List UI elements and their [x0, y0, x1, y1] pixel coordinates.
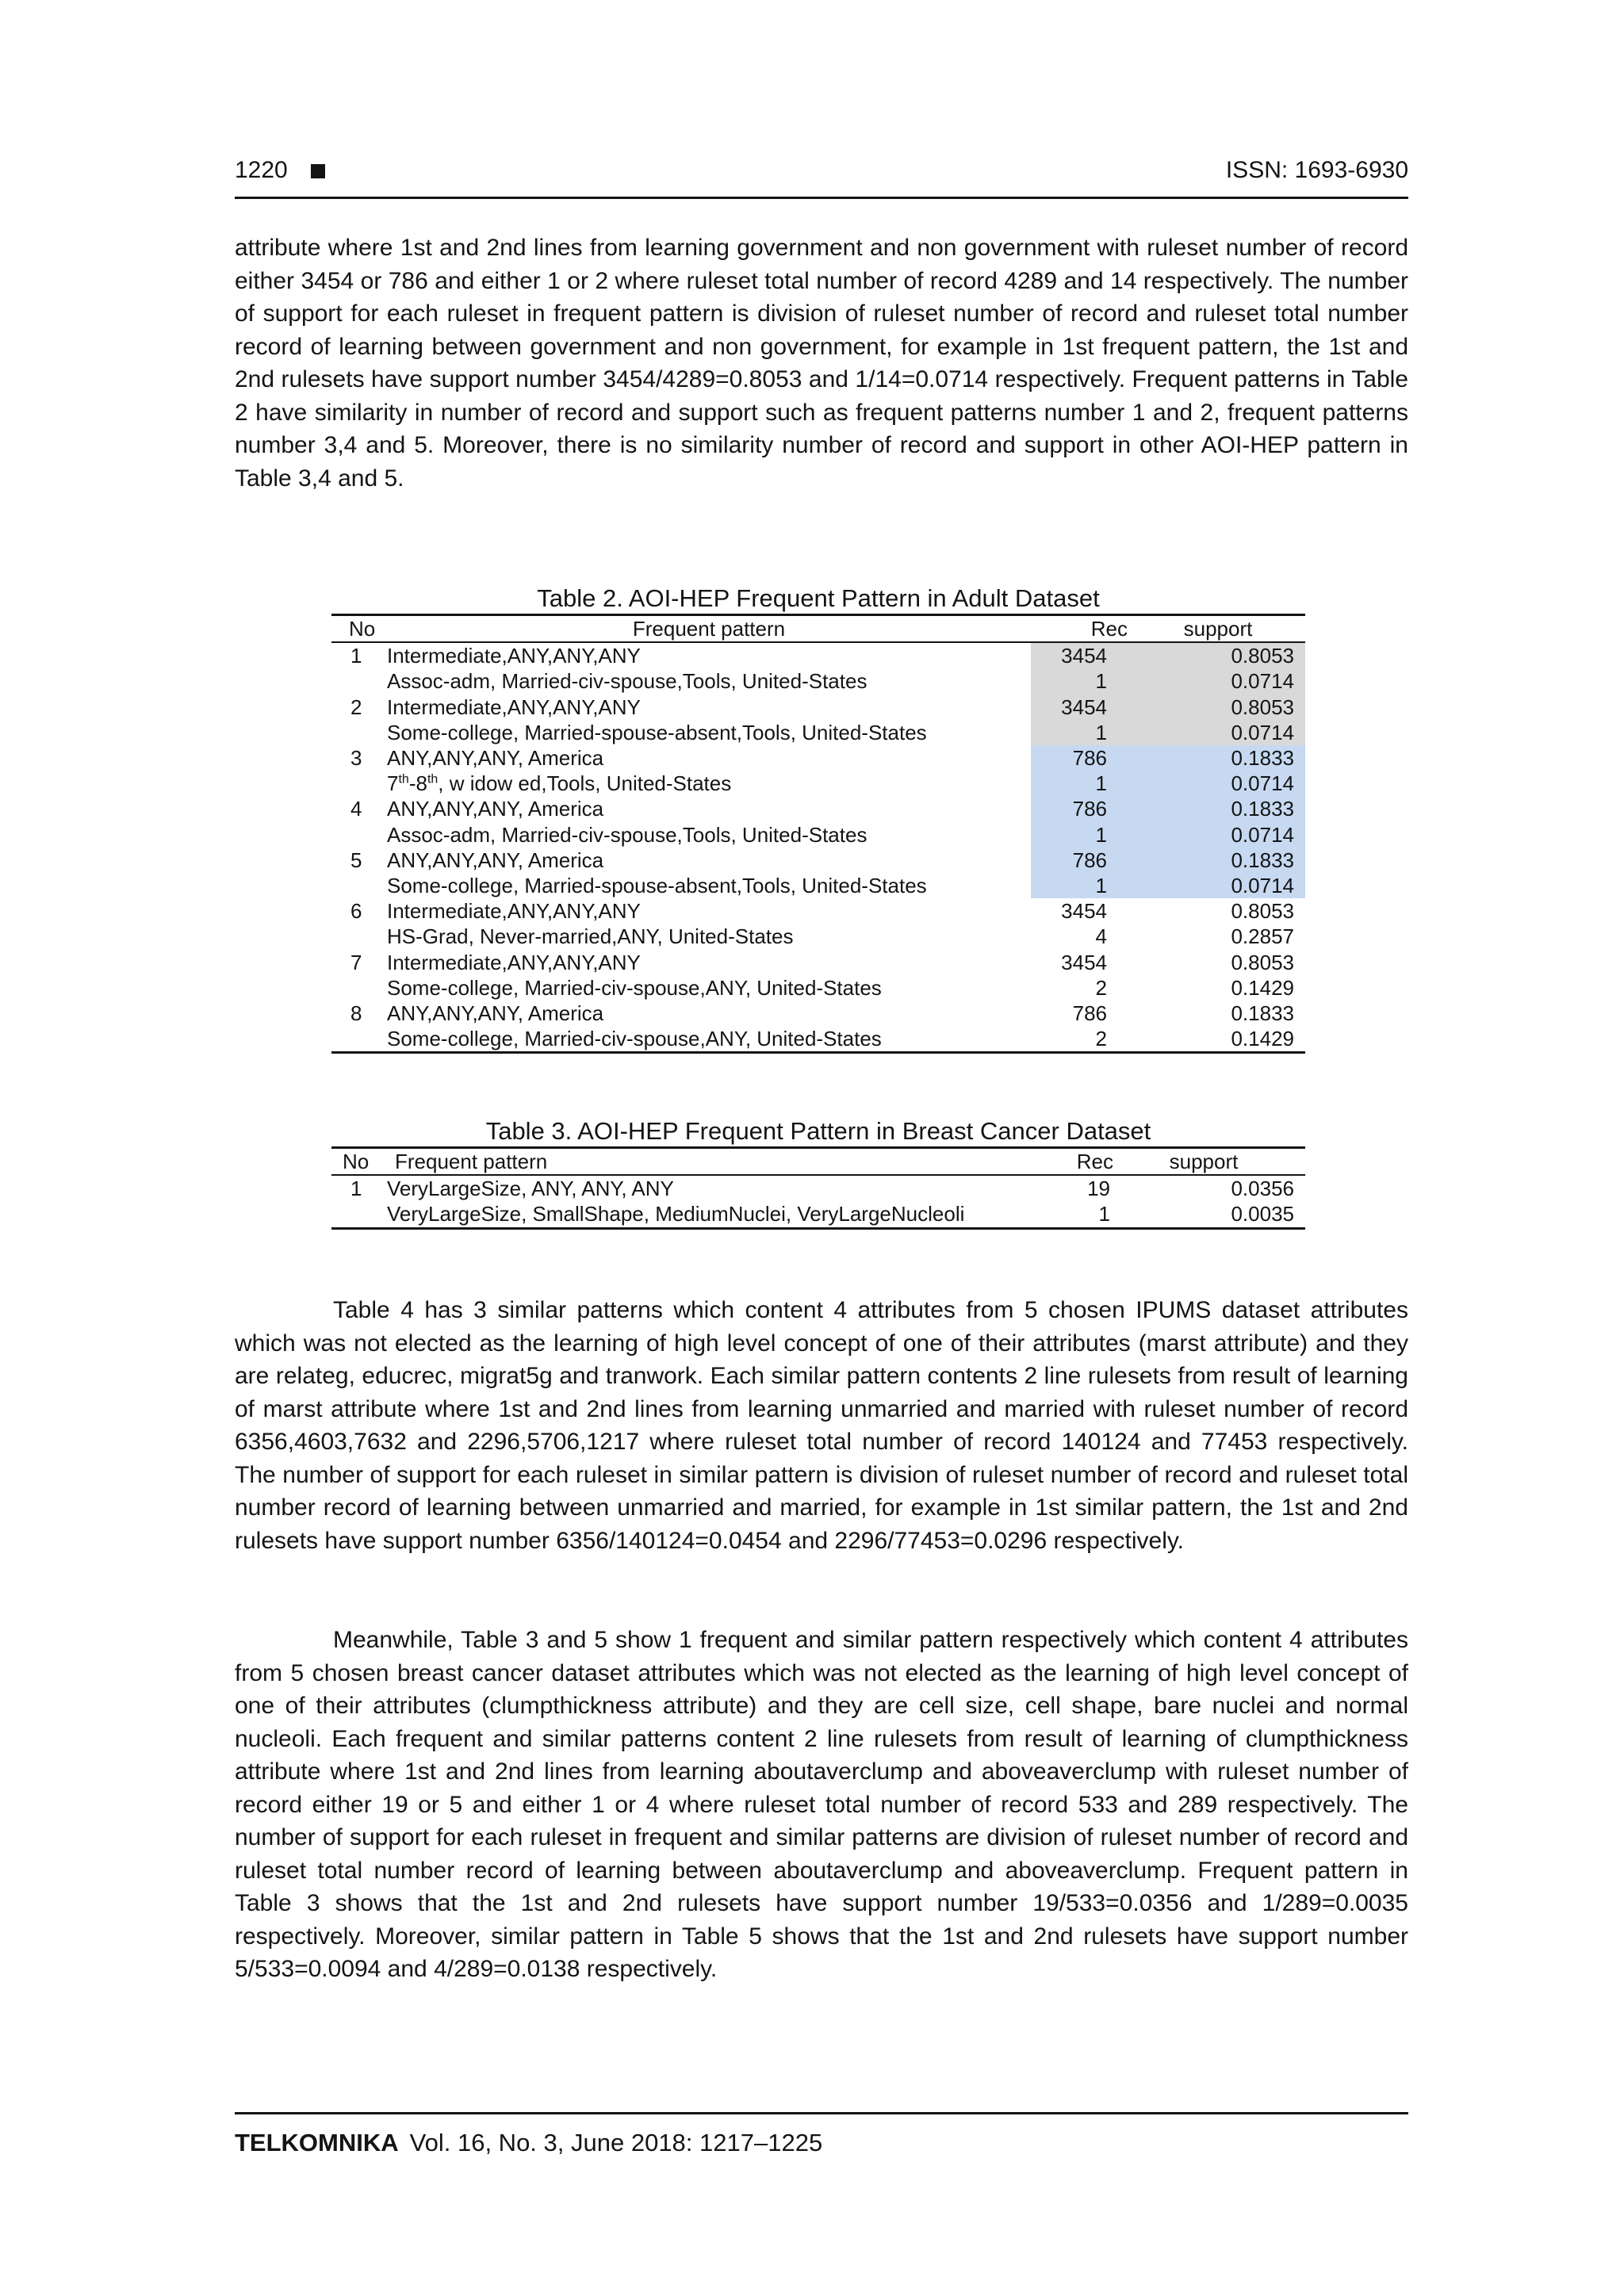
row-support: 0.0714	[1131, 668, 1305, 694]
row-support: 0.1833	[1131, 796, 1305, 821]
row-pattern: VeryLargeSize, ANY, ANY, ANY	[387, 1177, 674, 1201]
ordinal-a-suffix: th	[398, 772, 409, 786]
row-rec: 786	[1072, 1001, 1107, 1026]
table-row	[331, 898, 1305, 924]
row-pattern: Some-college, Married-civ-spouse,ANY, United-States	[387, 1026, 1031, 1053]
row-rec: 3454	[1061, 899, 1107, 924]
row-support: 0.0714	[1131, 771, 1305, 796]
table-row	[331, 848, 1305, 873]
row-pattern: Intermediate,ANY,ANY,ANY	[387, 644, 641, 668]
table-row	[331, 975, 1305, 1001]
row-rec: 1	[1031, 873, 1131, 898]
column-header-rec: Rec	[1031, 615, 1131, 643]
row-no	[331, 822, 387, 848]
row-rec: 3454	[1061, 950, 1107, 974]
row-support: 0.8053	[1231, 950, 1294, 974]
row-rec: 3454	[1031, 642, 1131, 668]
row-no: 1	[350, 644, 362, 668]
row-support: 0.2857	[1231, 924, 1294, 949]
row-pattern	[387, 771, 1031, 796]
column-header-pattern: Frequent pattern	[387, 615, 1031, 643]
page-number: 1220	[235, 157, 288, 183]
table-row	[331, 720, 1305, 745]
square-bullet-icon	[311, 164, 325, 178]
row-pattern: VeryLargeSize, SmallShape, MediumNuclei, VeryLargeNucleoli	[387, 1201, 1034, 1228]
row-pattern: Some-college, Married-spouse-absent,Tools, United-States	[387, 874, 927, 898]
row-pattern: ANY,ANY,ANY, America	[387, 797, 604, 821]
row-support: 0.1833	[1131, 745, 1305, 771]
issn: ISSN: 1693-6930	[1225, 157, 1408, 183]
row-support: 0.1833	[1231, 1001, 1294, 1026]
row-rec: 786	[1031, 745, 1131, 771]
table-2	[331, 614, 1305, 1054]
journal-citation: Vol. 16, No. 3, June 2018: 1217–1225	[409, 2129, 823, 2156]
row-support: 0.1429	[1131, 1026, 1305, 1053]
row-rec: 1	[1031, 720, 1131, 745]
row-no	[331, 771, 387, 796]
row-no: 6	[350, 899, 362, 924]
table-2-header-row	[331, 615, 1305, 643]
paragraph-2: Table 4 has 3 similar patterns which content 4 attributes from 5 chosen IPUMS dataset attributes which was not elected as the learning of high level concept of one of their attributes (marst attribute) and they are relateg, educrec, migrat5g and tranwork. Each similar pattern contents 2 line rulesets from result of learning of marst attribute where 1st and 2nd lines from learning unmarried and married with ruleset number of record 6356,4603,7632 and 2296,5706,1217 where ruleset total number of record 140124 and 77453 respectively. The number of support for each ruleset in similar pattern is division of ruleset number of record and ruleset total number record of learning between unmarried and married, for example in 1st similar pattern, the 1st and 2nd rulesets have support number 6356/140124=0.0454 and 2296/77453=0.0296 respectively.	[235, 1297, 1408, 1554]
table-row	[331, 822, 1305, 848]
row-rec: 4	[1095, 924, 1107, 949]
row-support: 0.0356	[1231, 1177, 1294, 1201]
row-pattern: HS-Grad, Never-married,ANY, United-States	[387, 924, 794, 949]
table-row	[331, 642, 1305, 668]
row-no	[331, 720, 387, 745]
table-row	[331, 668, 1305, 694]
page-footer	[235, 2112, 1408, 2157]
column-header-rec: Rec	[1034, 1148, 1134, 1176]
row-support: 0.1833	[1131, 848, 1305, 873]
row-support: 0.8053	[1231, 899, 1294, 924]
row-pattern: ANY,ANY,ANY, America	[387, 746, 604, 771]
row-no: 2	[350, 695, 362, 719]
row-rec: 1	[1031, 771, 1131, 796]
row-no	[331, 1201, 387, 1228]
row-rec: 2	[1095, 975, 1107, 1000]
row-rec: 19	[1087, 1177, 1110, 1201]
ordinal-a: 7	[387, 771, 399, 796]
row-pattern: Intermediate,ANY,ANY,ANY	[387, 899, 641, 924]
row-no	[331, 668, 387, 694]
row-no: 5	[350, 848, 362, 872]
row-support: 0.0714	[1131, 720, 1305, 745]
table-row	[331, 873, 1305, 898]
ordinal-b: -8	[408, 771, 427, 796]
table-row	[331, 695, 1305, 720]
row-pattern: Assoc-adm, Married-civ-spouse,Tools, United-States	[387, 822, 868, 847]
row-support: 0.0035	[1134, 1201, 1305, 1228]
row-no	[331, 975, 387, 1001]
row-rec: 1	[1031, 822, 1131, 848]
row-no: 1	[350, 1177, 362, 1201]
row-rec: 2	[1031, 1026, 1131, 1053]
row-support: 0.0714	[1131, 873, 1305, 898]
table-row	[331, 924, 1305, 949]
table-row	[331, 950, 1305, 975]
row-rec: 1	[1034, 1201, 1134, 1228]
paragraph-1: attribute where 1st and 2nd lines from learning government and non government with ruleset number of record either 3454 or 786 and either 1 or 2 where ruleset total number of record 4289 and 14 respectively. The number of support for each ruleset in frequent pattern is division of ruleset number of record and ruleset total number record of learning between government and non government, for example in 1st frequent pattern, the 1st and 2nd rulesets have support number 3454/4289=0.8053 and 1/14=0.0714 respectively. Frequent patterns in Table 2 have similarity in number of record and support such as frequent patterns number 1 and 2, frequent patterns number 3,4 and 5. Moreover, there is no similarity number of record and support in other AOI-HEP pattern in Table 3,4 and 5.	[235, 235, 1408, 492]
row-no	[331, 873, 387, 898]
row-pattern: Intermediate,ANY,ANY,ANY	[387, 695, 641, 719]
row-rec: 786	[1031, 796, 1131, 821]
table-3	[331, 1146, 1305, 1230]
row-pattern: Some-college, Married-civ-spouse,ANY, United-States	[387, 975, 882, 1000]
row-rec: 786	[1031, 848, 1131, 873]
paragraph-3: Meanwhile, Table 3 and 5 show 1 frequent and similar pattern respectively which content 4 attributes from 5 chosen breast cancer dataset attributes which was not elected as the learning of high level concept of one of their attributes (clumpthickness attribute) and they are cell size, cell shape, bare nuclei and normal nucleoli. Each frequent and similar patterns content 2 line rulesets from result of learning of clumpthickness attribute where 1st and 2nd lines from learning aboutaverclump and aboveaverclump with ruleset number of record either 19 or 5 and either 1 or 4 where ruleset total number of record 533 and 289 respectively. The number of support for each ruleset in frequent and similar patterns are division of ruleset number of record and ruleset total number record of learning between aboutaverclump and aboveaverclump. Frequent pattern in Table 3 shows that the 1st and 2nd rulesets have support number 19/533=0.0356 and 1/289=0.0035 respectively. Moreover, similar pattern in Table 5 shows that the 1st and 2nd rulesets have support number 5/533=0.0094 and 4/289=0.0138 respectively.	[235, 1627, 1408, 1982]
table-row	[331, 745, 1305, 771]
row-no	[331, 1026, 387, 1053]
table-3-header-row	[331, 1148, 1305, 1176]
row-pattern: ANY,ANY,ANY, America	[387, 1001, 604, 1026]
table-row	[331, 1026, 1305, 1053]
table-row	[331, 771, 1305, 796]
table-2-title: Table 2. AOI-HEP Frequent Pattern in Adult Dataset	[537, 584, 1100, 612]
page-header	[235, 155, 1408, 199]
row-rec: 1	[1031, 668, 1131, 694]
row-pattern: Intermediate,ANY,ANY,ANY	[387, 950, 641, 974]
row-no: 3	[350, 746, 362, 771]
row-support: 0.0714	[1131, 822, 1305, 848]
row-support: 0.8053	[1131, 642, 1305, 668]
row-no: 4	[350, 797, 362, 821]
row-no: 7	[350, 950, 362, 974]
row-no: 8	[350, 1001, 362, 1026]
column-header-no: No	[331, 615, 387, 643]
column-header-no: No	[331, 1148, 387, 1176]
journal-name: TELKOMNIKA	[235, 2129, 399, 2156]
row-pattern: Some-college, Married-spouse-absent,Tools, United-States	[387, 720, 927, 744]
pattern-rest: , w idow ed,Tools, United-States	[438, 771, 732, 796]
row-support: 0.8053	[1131, 695, 1305, 720]
row-pattern: ANY,ANY,ANY, America	[387, 848, 604, 872]
table-row	[331, 796, 1305, 821]
table-row	[331, 1201, 1305, 1228]
column-header-support: support	[1131, 615, 1305, 643]
row-pattern: Assoc-adm, Married-civ-spouse,Tools, United-States	[387, 669, 868, 694]
row-support: 0.1429	[1231, 975, 1294, 1000]
column-header-pattern: Frequent pattern	[387, 1148, 1034, 1176]
table-row	[331, 1001, 1305, 1026]
row-rec: 3454	[1031, 695, 1131, 720]
column-header-support: support	[1134, 1148, 1305, 1176]
table-row	[331, 1175, 1305, 1201]
ordinal-b-suffix: th	[427, 772, 439, 786]
row-no	[331, 924, 387, 949]
table-3-title: Table 3. AOI-HEP Frequent Pattern in Breast Cancer Dataset	[485, 1117, 1151, 1145]
